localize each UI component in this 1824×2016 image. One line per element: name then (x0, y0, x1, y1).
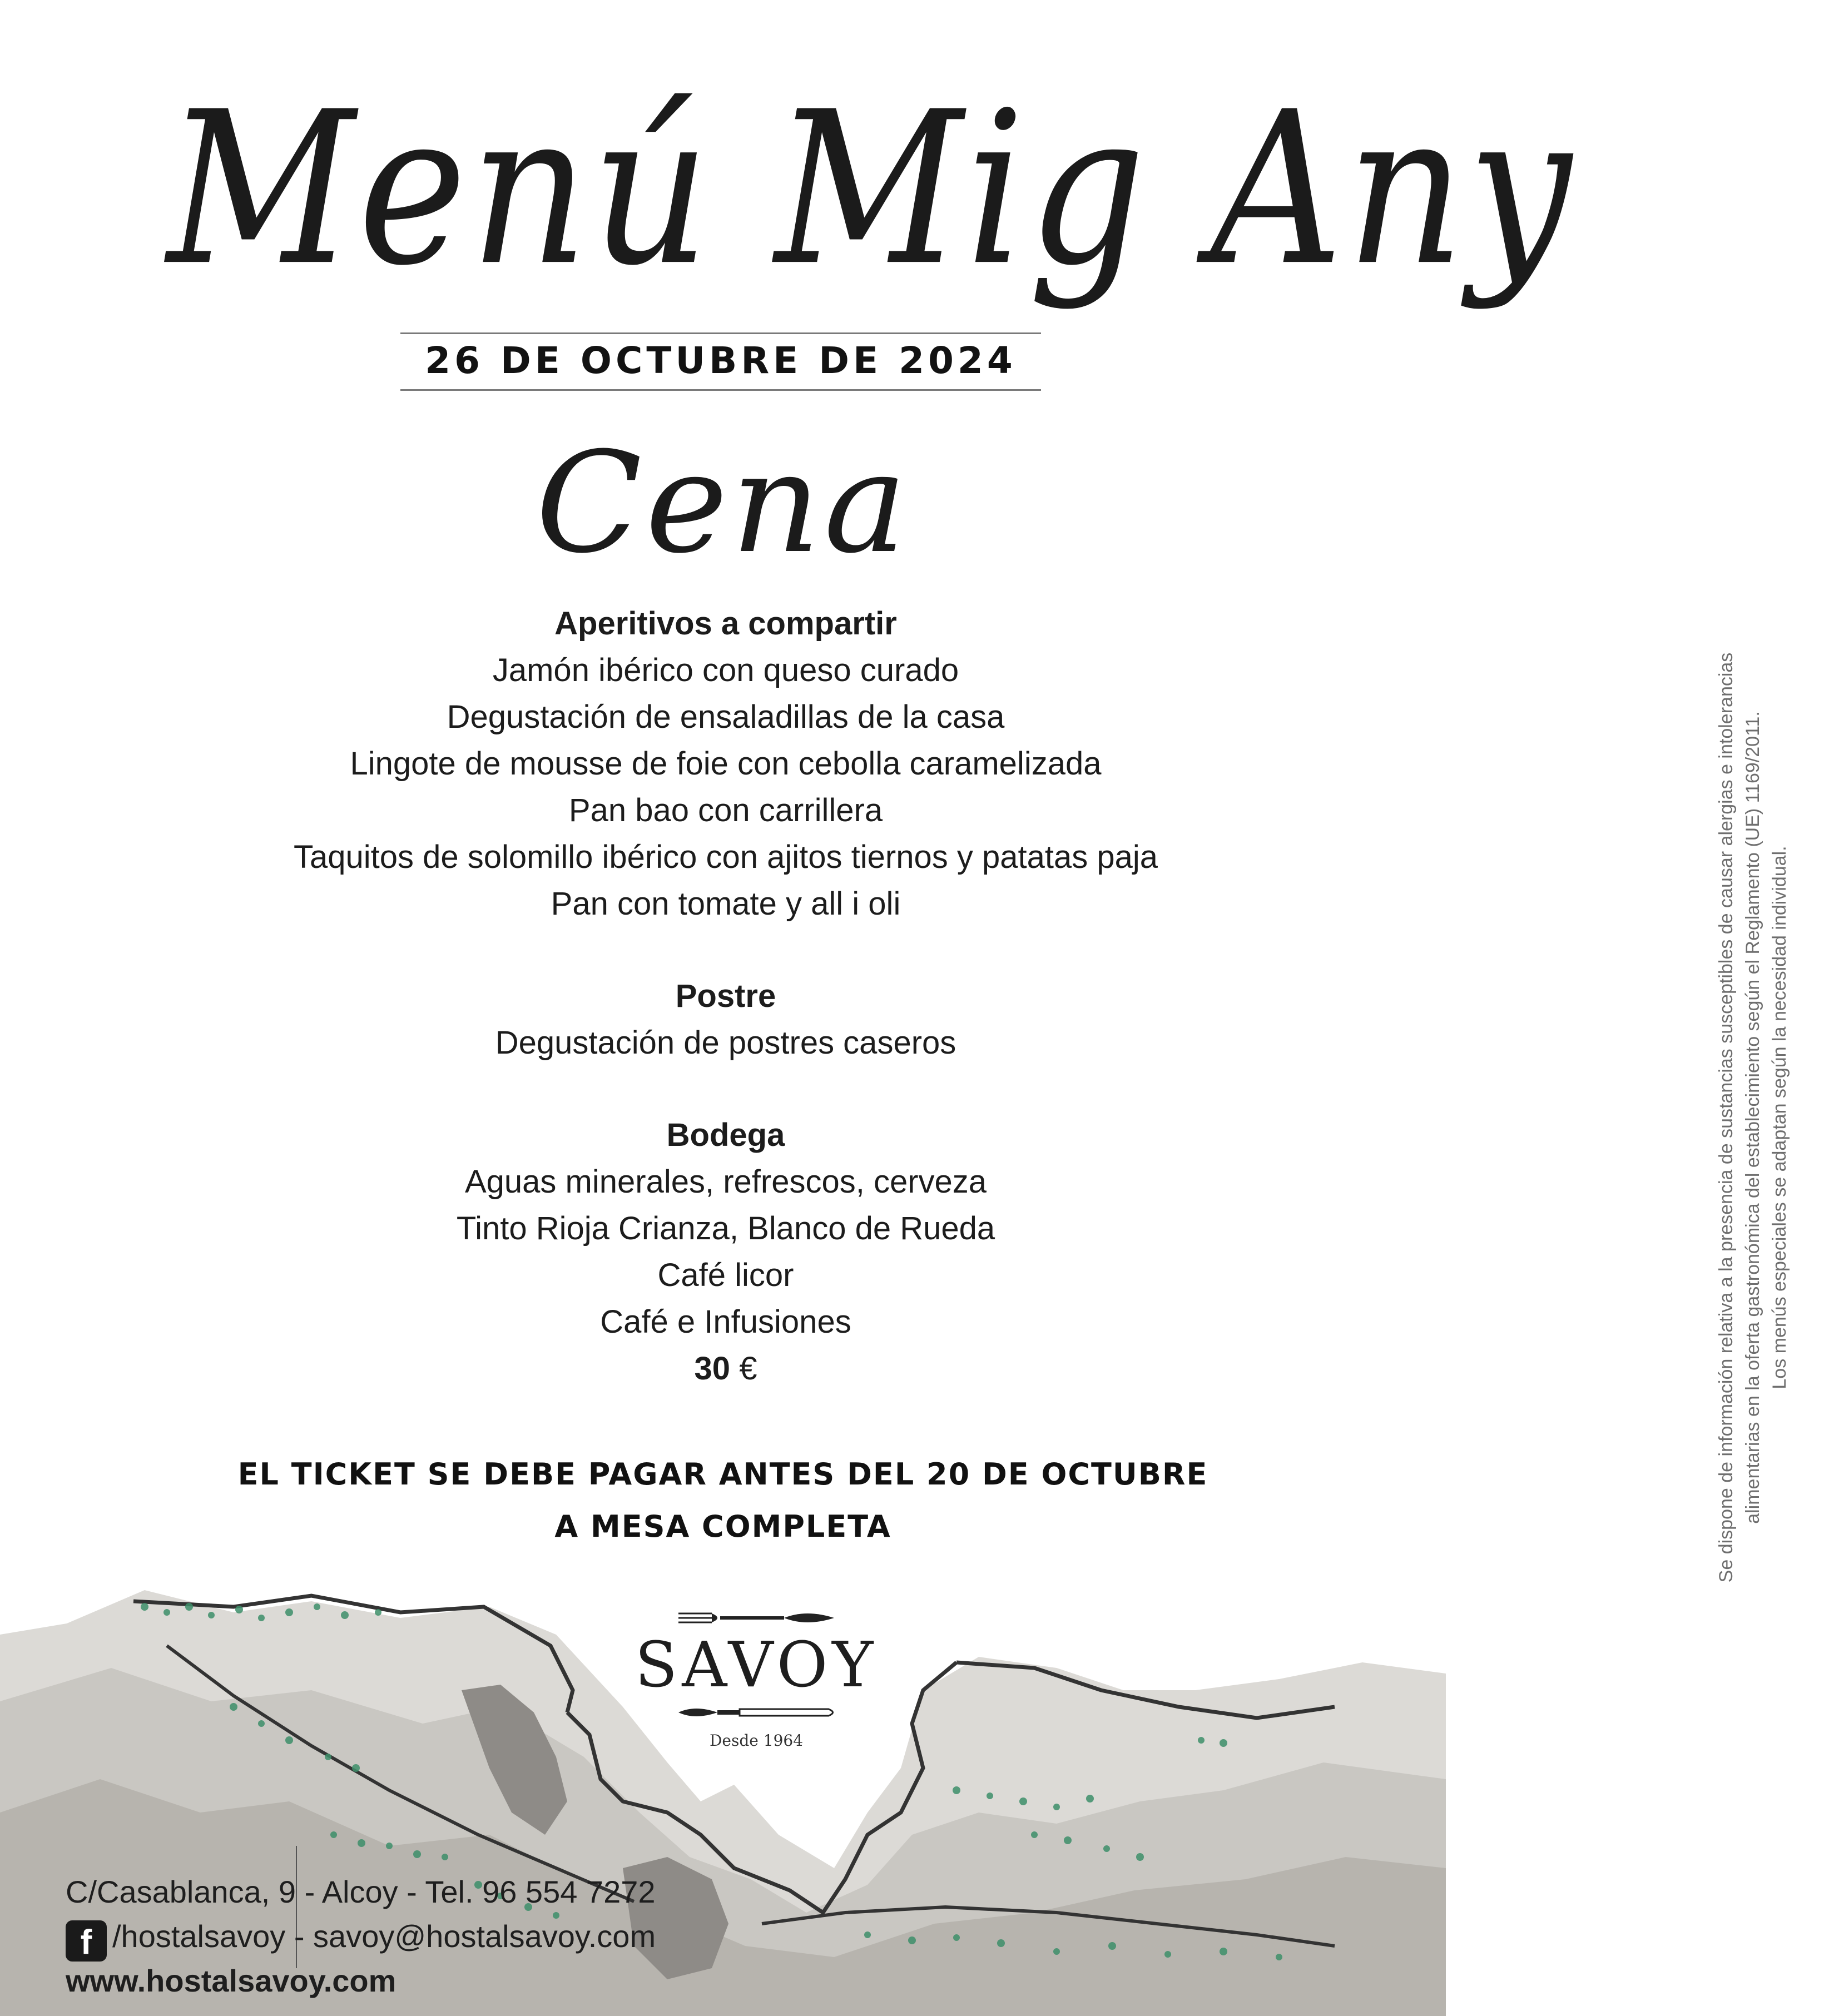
menu-item: Taquitos de solomillo ibérico con ajitos tiernos y patatas paja (294, 839, 1158, 875)
legal-line: Los menús especiales se adaptan según la necesidad individual. (1769, 846, 1790, 1389)
menu-item: Degustación de ensaladillas de la casa (447, 699, 1005, 735)
allergen-legal-notice (1713, 517, 1824, 1718)
legal-line: Se dispone de información relativa a la presencia de sustancias susceptibles de causar alergias e intolerancias (1716, 652, 1737, 1583)
menu-body (139, 600, 1312, 1392)
menu-item: Degustación de postres caseros (495, 1025, 956, 1061)
section-heading-postre: Postre (675, 978, 776, 1014)
menu-item: Pan con tomate y all i oli (551, 886, 901, 922)
menu-item: Café licor (657, 1257, 794, 1293)
footer-website-link[interactable]: www.hostalsavoy.com (66, 1963, 396, 1998)
price-currency: € (739, 1350, 757, 1387)
price-value: 30 (694, 1350, 731, 1387)
menu-item: Tinto Rioja Crianza, Blanco de Rueda (456, 1210, 995, 1247)
menu-subtitle: Cena (536, 422, 910, 584)
menu-item: Lingote de mousse de foie con cebolla caramelizada (350, 746, 1102, 782)
savoy-logo (601, 1607, 912, 1750)
menu-price (139, 1345, 1312, 1392)
menu-item: Aguas minerales, refrescos, cerveza (464, 1164, 987, 1200)
footer-social-text[interactable]: /hostalsavoy - savoy@hostalsavoy.com (112, 1919, 656, 1954)
menu-item: Café e Infusiones (600, 1304, 851, 1340)
menu-item: Pan bao con carrillera (568, 792, 883, 828)
table-notice: A MESA COMPLETA (554, 1509, 891, 1544)
logo-since: Desde 1964 (709, 1731, 804, 1750)
section-heading-aperitivos: Aperitivos a compartir (554, 605, 897, 642)
menu-item: Jamón ibérico con queso curado (492, 652, 959, 688)
footer-address: C/Casablanca, 9 - Alcoy - Tel. 96 554 7272 (66, 1874, 656, 1909)
facebook-icon[interactable]: f (66, 1920, 107, 1962)
payment-notice: EL TICKET SE DEBE PAGAR ANTES DEL 20 DE OCTUBRE (237, 1457, 1208, 1492)
fork-icon (673, 1607, 840, 1629)
legal-line: alimentarias en la oferta gastronómica del establecimiento según el Reglamento (UE) 1169/2011. (1742, 711, 1763, 1524)
logo-name: SAVOY (635, 1629, 878, 1701)
event-date: 26 DE OCTUBRE DE 2024 (425, 339, 1017, 382)
menu-title: Menú Mig Any (167, 66, 1575, 312)
knife-icon (673, 1701, 840, 1724)
date-top-rule (400, 332, 1041, 334)
date-banner (400, 332, 1041, 390)
date-bottom-rule (400, 389, 1041, 391)
section-heading-bodega: Bodega (666, 1117, 785, 1153)
footer-social (66, 1918, 656, 1962)
